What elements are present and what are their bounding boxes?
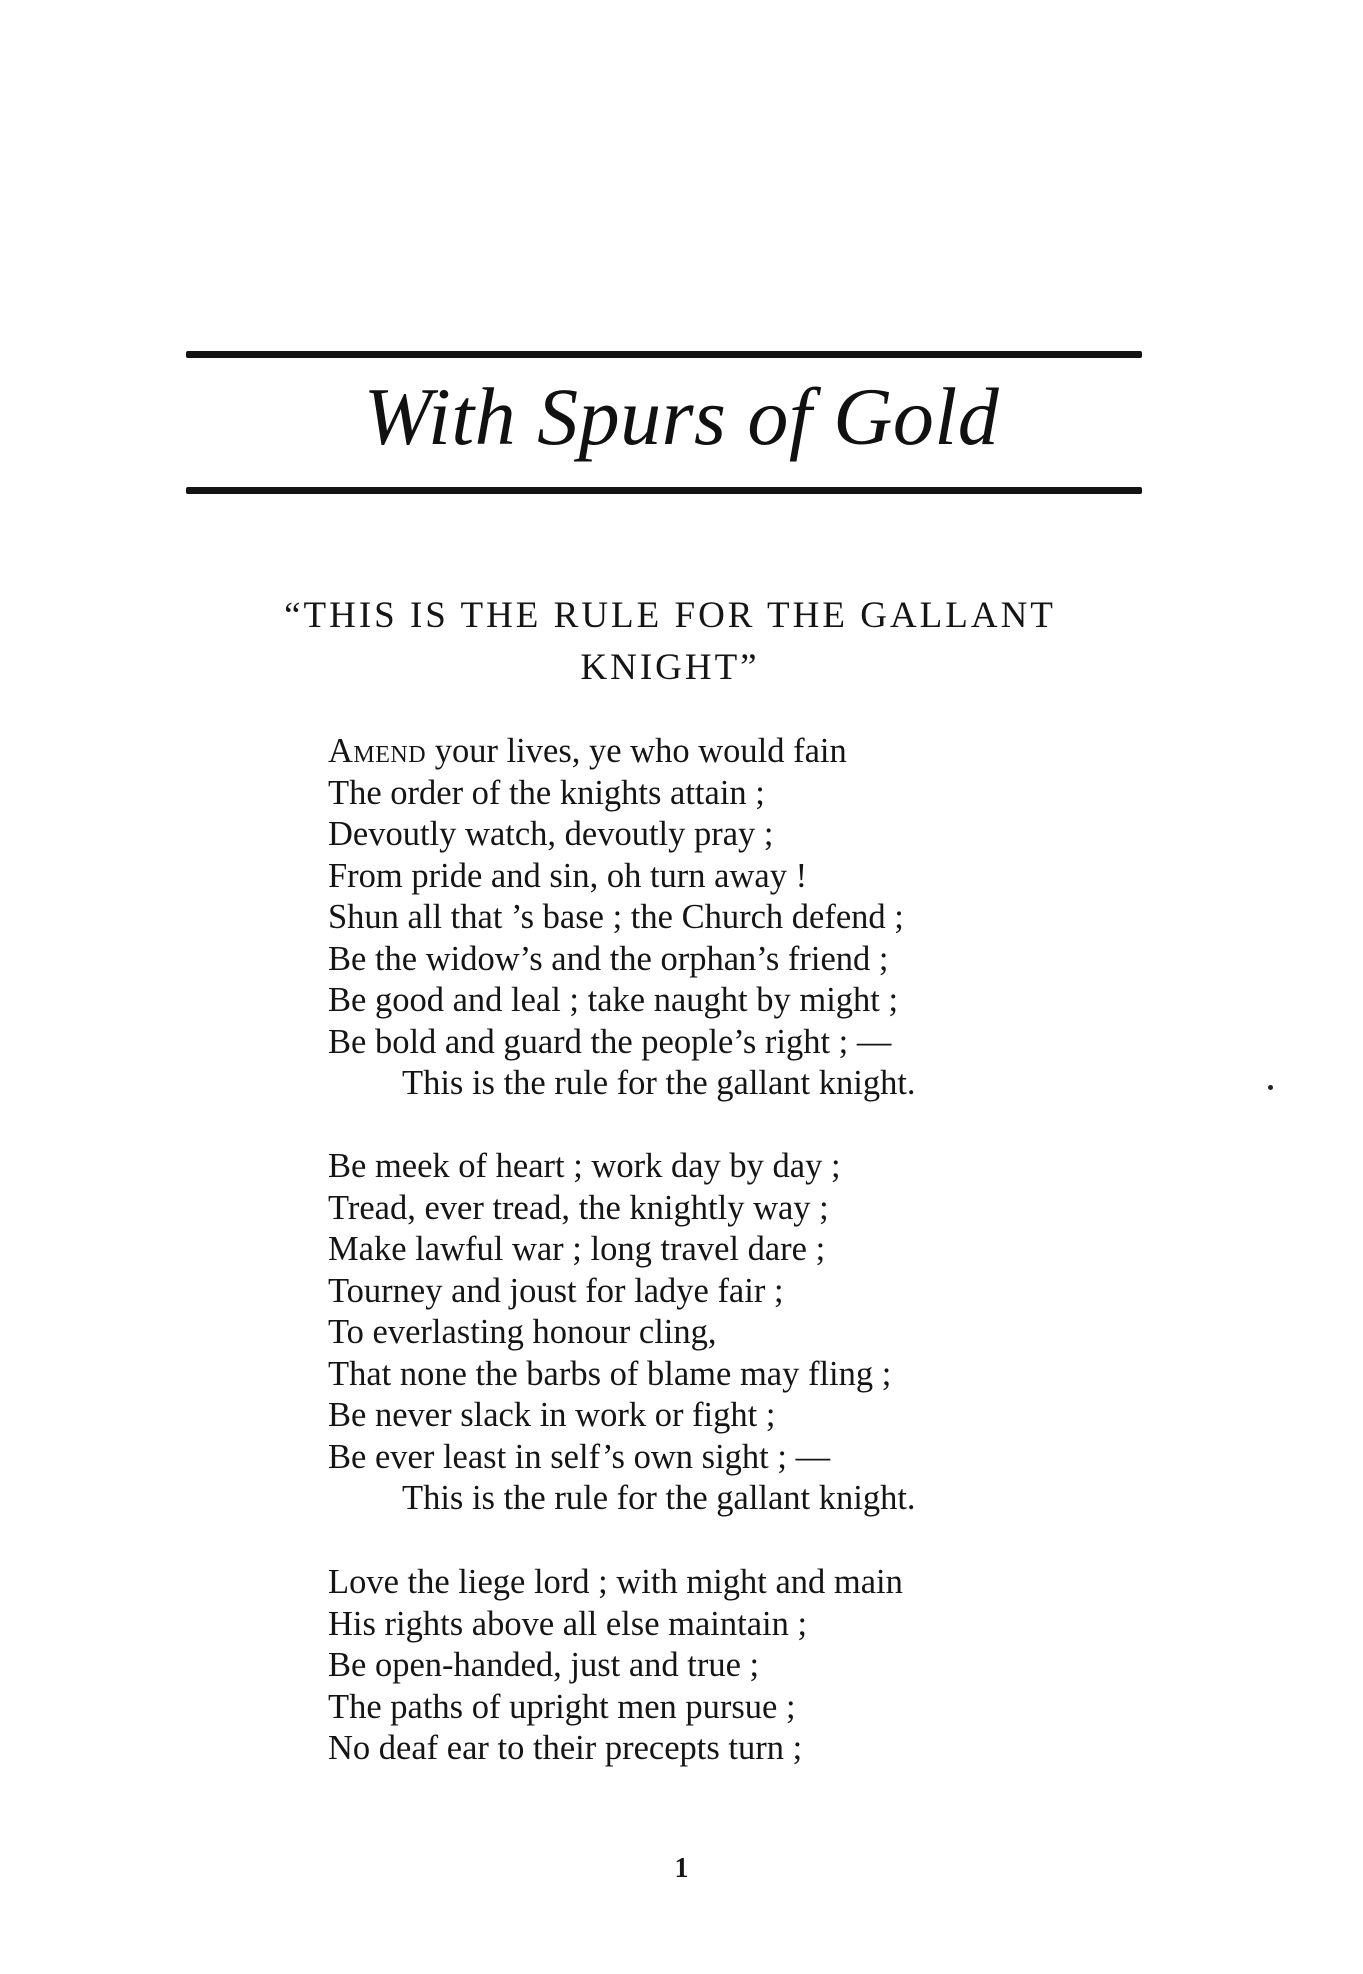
verse-line: No deaf ear to their precepts turn ; <box>328 1729 803 1767</box>
verse-line: Tread, ever tread, the knightly way ; <box>328 1188 829 1227</box>
stanza-2 <box>328 1146 1228 1520</box>
verse-line: Be bold and guard the people’s right ; — <box>328 1022 892 1061</box>
refrain-line: This is the rule for the gallant knight. <box>402 1064 916 1102</box>
verse-line: Make lawful war ; long travel dare ; <box>328 1230 826 1268</box>
poem-heading-line: “THIS IS THE RULE FOR THE GALLANT <box>284 595 1056 636</box>
verse-line: Be meek of heart ; work day by day ; <box>328 1147 841 1185</box>
verse-line: The order of the knights attain ; <box>328 773 765 812</box>
title-rule-top <box>186 351 1142 358</box>
verse-line: Shun all that ’s base ; the Church defend ; <box>328 898 904 936</box>
poem-heading <box>200 590 1140 694</box>
ink-speck <box>1268 1085 1273 1090</box>
verse-line-first <box>328 731 1228 773</box>
stanza-1 <box>328 731 1228 1105</box>
verse-line: That none the barbs of blame may fling ; <box>328 1354 892 1393</box>
verse-line: Be open-handed, just and true ; <box>328 1646 760 1684</box>
title-rule-bottom <box>186 487 1142 494</box>
refrain-line: This is the rule for the gallant knight. <box>402 1479 916 1517</box>
verse-line: Devoutly watch, devoutly pray ; <box>328 815 774 853</box>
verse-line: Be never slack in work or fight ; <box>328 1396 776 1434</box>
verse-line: To everlasting honour cling, <box>328 1313 717 1351</box>
verse-line: From pride and sin, oh turn away ! <box>328 856 808 895</box>
verse-line: His rights above all else maintain ; <box>328 1604 808 1643</box>
poem-heading-line: KNIGHT” <box>580 647 760 688</box>
first-word-smallcaps: Amend <box>328 732 427 770</box>
verse-line: Love the liege lord ; with might and main <box>328 1563 903 1601</box>
page-number: 1 <box>674 1853 689 1884</box>
verse-line: The paths of upright men pursue ; <box>328 1687 796 1726</box>
verse-line: Tourney and joust for ladye fair ; <box>328 1271 784 1310</box>
stanza-3 <box>328 1562 1228 1770</box>
book-title: With Spurs of Gold <box>363 371 1000 462</box>
first-line-rest: your lives, ye who would fain <box>426 732 847 770</box>
verse-line: Be ever least in self’s own sight ; — <box>328 1437 831 1476</box>
verse-line: Be good and leal ; take naught by might ; <box>328 981 899 1019</box>
verse-line: Be the widow’s and the orphan’s friend ; <box>328 939 889 978</box>
